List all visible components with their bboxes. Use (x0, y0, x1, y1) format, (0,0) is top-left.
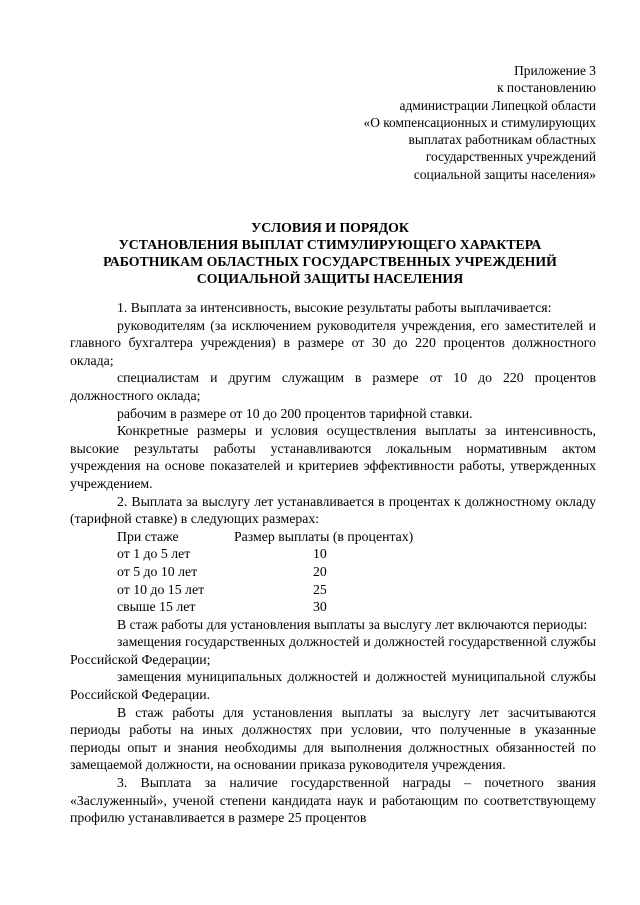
table-header-cell: При стаже (117, 528, 179, 544)
appendix-line: «О компенсационных и стимулирующих (363, 114, 596, 130)
document-body (70, 299, 596, 827)
table-header-cell: Размер выплаты (в процентах) (234, 528, 414, 544)
table-row (70, 563, 596, 581)
appendix-line: выплатах работникам областных (408, 132, 596, 148)
title-line: УСЛОВИЯ И ПОРЯДОК (251, 220, 409, 235)
paragraph: В стаж работы для установления выплаты за выслугу лет засчитываются периоды работы на иных должностях при условии, что полученные в указанные периоды опыт и знания необходимы для выполнения должностных обязанностей по замещаемой должности, на основании приказа руководителя учреждения. (70, 704, 596, 773)
table-cell: от 5 до 10 лет (117, 563, 198, 579)
table-row (70, 545, 596, 563)
appendix-line: Приложение 3 (514, 63, 596, 78)
table-cell: 10 (313, 546, 327, 562)
paragraph: В стаж работы для установления выплаты за выслугу лет включаются периоды: (117, 616, 588, 632)
paragraph: рабочим в размере от 10 до 200 процентов тарифной ставки. (117, 405, 473, 421)
paragraph: специалистам и другим служащим в размере от 10 до 220 процентов должностного оклада; (70, 370, 596, 403)
table-cell: 25 (313, 581, 327, 597)
table-cell: свыше 15 лет (117, 599, 196, 615)
appendix-line: администрации Липецкой области (399, 97, 596, 113)
appendix-line: государственных учреждений (425, 149, 596, 165)
appendix-line: социальной защиты населения» (413, 166, 596, 182)
title-line: РАБОТНИКАМ ОБЛАСТНЫХ ГОСУДАРСТВЕННЫХ УЧРЕЖДЕНИЙ (103, 254, 557, 269)
paragraph: 2. Выплата за выслугу лет устанавливается в процентах к должностному окладу (тарифной ставке) в следующих размерах: (70, 493, 596, 527)
document-title (60, 219, 600, 287)
appendix-line: к постановлению (497, 80, 596, 96)
paragraph: замещения государственных должностей и должностей государственной службы Российской Федерации; (70, 634, 596, 667)
paragraph: замещения муниципальных должностей и должностей муниципальной службы Российской Федерации. (70, 669, 596, 703)
appendix-header (364, 62, 596, 183)
table-header-row (70, 528, 596, 546)
table-row (70, 581, 596, 599)
seniority-table (70, 528, 596, 616)
title-line: СОЦИАЛЬНОЙ ЗАЩИТЫ НАСЕЛЕНИЯ (196, 271, 464, 286)
table-cell: от 10 до 15 лет (117, 581, 205, 597)
table-cell: от 1 до 5 лет (117, 546, 191, 562)
table-cell: 30 (313, 599, 327, 615)
paragraph: 1. Выплата за интенсивность, высокие результаты работы выплачивается: (117, 300, 552, 315)
paragraph: 3. Выплата за наличие государственной награды – почетного звания «Заслуженный», ученой степени кандидата наук и работающим по соответствующему профилю устанавливается в размере 25 процентов (70, 775, 596, 826)
table-cell: 20 (313, 563, 327, 579)
paragraph: руководителям (за исключением руководителя учреждения, его заместителей и главного бухгалтера учреждения) в размере от 30 до 220 процентов должностного оклада; (70, 317, 596, 368)
table-row (70, 598, 596, 616)
paragraph: Конкретные размеры и условия осуществления выплаты за интенсивность, высокие результаты работы устанавливаются локальным нормативным актом учреждения на основе показателей и критериев эффективности работы, утвержденных учреждением. (70, 423, 596, 491)
title-line: УСТАНОВЛЕНИЯ ВЫПЛАТ СТИМУЛИРУЮЩЕГО ХАРАКТЕРА (118, 237, 542, 252)
